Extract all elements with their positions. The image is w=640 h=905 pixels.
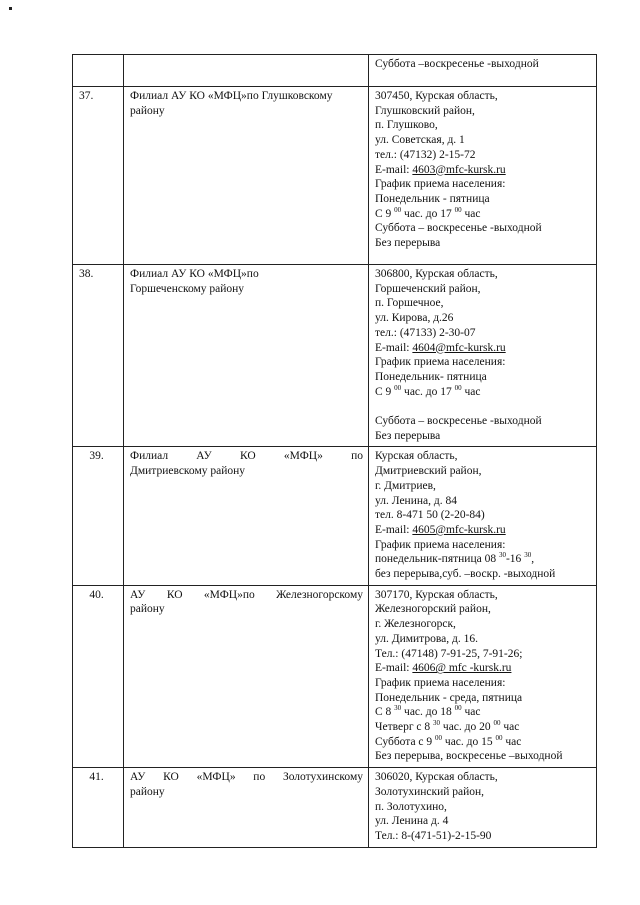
schedule-text: час. до 20 [440,721,494,734]
contact-line [375,770,591,785]
email-link[interactable]: 4606@ mfc -kursk.ru [412,662,512,675]
contact-line [375,282,591,297]
contact-line [375,691,591,706]
contact-line [375,355,591,370]
contact-text: Без перерыва [375,237,441,250]
schedule-text: Суббота с 9 [375,735,436,748]
contact-text: 306800, Курская область, [375,268,498,280]
contact-text: Дмитриевский район, [375,465,482,478]
row-number: 38. [73,265,124,447]
branch-name-line: району [130,785,165,798]
contact-line [375,588,591,603]
schedule-text: час [500,721,520,734]
time-minutes: 30 [394,704,402,713]
email-link[interactable]: 4604@mfc-kursk.ru [412,341,506,354]
contact-line [375,429,591,444]
schedule-text: С 8 [375,706,395,719]
contact-text: Глушковский район, [375,104,475,117]
contact-text: Золотухинский район, [375,785,485,798]
branch-name [124,768,369,848]
time-minutes: 00 [394,205,402,214]
schedule-text: С 9 [375,207,395,220]
contact-text: E-mail: [375,523,413,536]
row-number: 37. [73,87,124,265]
contact-line [375,177,591,192]
schedule-text: час. до 17 [401,385,455,398]
schedule-line [375,735,591,750]
contact-text: п. Глушково, [375,119,438,132]
email-line [375,341,591,356]
contact-line [375,236,591,251]
contact-line [375,676,591,691]
contact-text: Без перерыва [375,429,441,442]
contact-line [375,829,591,844]
contact-line [375,800,591,815]
schedule-text: , [531,553,535,566]
contact-text: E-mail: [375,163,413,176]
branch-name-cell [124,55,369,87]
schedule-text: час. до 18 [401,706,455,719]
schedule-text: час [461,385,481,398]
table-row [73,265,597,447]
branch-name [124,87,369,265]
contact-text: п. Золотухино, [375,800,447,813]
branch-name-line: АУ КО «МФЦ» по Золотухинскому [130,771,363,784]
contact-text: г. Железногорск, [375,618,456,631]
branch-contacts [369,447,597,585]
contact-text: тел.: (47133) 2-30-07 [375,326,476,339]
branch-contacts [369,768,597,848]
contact-text: Тел.: 8-(471-51)-2-15-90 [375,830,492,842]
contact-text: Понедельник- пятница [375,370,487,383]
schedule-line [375,207,591,222]
contact-line [375,104,591,119]
table-row [73,585,597,767]
contact-text: г. Дмитриев, [375,479,436,492]
contact-text: График приема населения: [375,356,506,369]
contact-text: Курская область, [375,450,458,463]
time-minutes: 00 [394,383,402,392]
table-row [73,768,597,848]
branch-name-line: Филиал АУ КО «МФЦ»по Глушковскому [130,90,333,102]
contact-line [375,89,591,104]
contact-line [375,479,591,494]
contact-text: Горшеченский район, [375,282,481,295]
contact-line [375,148,591,163]
mfc-branches-table [72,54,597,848]
contact-line [375,326,591,341]
contact-line [375,538,591,553]
contact-line [375,647,591,662]
row-number: 41. [73,768,124,848]
contact-text: Суббота – воскресенье -выходной [375,222,542,235]
schedule-text: час. до 15 [442,735,496,748]
number-cell [73,55,124,87]
branch-name-line: району [130,104,165,117]
contact-text: E-mail: [375,341,413,354]
contact-line [375,749,591,764]
contact-text: п. Горшечное, [375,297,444,310]
contact-text: График приема населения: [375,676,506,689]
contact-text: Суббота – воскресенье -выходной [375,415,542,428]
schedule-text: час. до 17 [401,207,455,220]
schedule-line [375,385,591,400]
branch-name [124,265,369,447]
table-row [73,55,597,87]
branch-name [124,447,369,585]
contact-line [375,296,591,311]
blank-line [375,399,591,414]
contact-line [375,449,591,464]
table-row [73,447,597,585]
schedule-line [375,720,591,735]
contact-line [375,617,591,632]
branch-contacts [369,87,597,265]
branch-name [124,585,369,767]
schedule-text: -16 [505,553,525,566]
contact-text: 306020, Курская область, [375,771,498,784]
time-minutes: 30 [433,719,441,728]
contact-line [375,494,591,509]
contact-text: тел.: (47132) 2-15-72 [375,148,476,161]
contact-text: ул. Советская, д. 1 [375,134,465,147]
time-minutes: 00 [493,719,501,728]
email-link[interactable]: 4605@mfc-kursk.ru [412,523,506,536]
scan-mark [9,7,12,10]
contact-text: График приема населения: [375,538,506,551]
contact-line [375,118,591,133]
contact-text: Понедельник - пятница [375,192,490,205]
email-line [375,661,591,676]
row-number: 40. [73,585,124,767]
schedule-text: Четверг с 8 [375,721,434,734]
contact-line [375,133,591,148]
contact-line [375,221,591,236]
contact-line [375,414,591,429]
time-minutes: 00 [454,205,462,214]
branch-contacts [369,585,597,767]
contact-text: ул. Кирова, д.26 [375,312,454,325]
schedule-text: час [461,207,481,220]
branch-contacts [369,265,597,447]
branch-name-line: Филиал АУ КО «МФЦ» по [130,450,363,463]
contact-text: 307450, Курская область, [375,90,498,102]
email-line [375,523,591,538]
contact-line [375,508,591,523]
branch-name-line: Горшеченскому району [130,282,245,295]
contact-text: тел. 8-471 50 (2-20-84) [375,509,485,522]
email-line [375,163,591,178]
row-number: 39. [73,447,124,585]
schedule-line: Суббота –воскресенье -выходной [375,58,539,70]
time-minutes: 30 [498,551,506,560]
time-minutes: 00 [495,733,503,742]
branch-name-line: району [130,603,165,616]
contact-text: Тел.: (47148) 7-91-25, 7-91-26; [375,647,523,660]
schedule-text: С 9 [375,385,395,398]
contact-line [375,464,591,479]
contact-cell [369,55,597,87]
schedule-text: понедельник-пятница 08 [375,553,499,566]
contact-text: E-mail: [375,662,413,675]
contact-line [375,602,591,617]
branch-name-line: Филиал АУ КО «МФЦ»по [130,268,259,280]
contact-line [375,267,591,282]
table-row [73,87,597,265]
schedule-text: час [461,706,481,719]
contact-text: Железногорский район, [375,603,491,616]
contact-line [375,567,591,582]
contact-line [375,311,591,326]
contact-text: ул. Ленина д. 4 [375,815,449,828]
contact-line [375,192,591,207]
time-minutes: 30 [524,551,532,560]
contact-text: Без перерыва, воскресенье –выходной [375,750,563,763]
contact-text: без перерыва,суб. –воскр. -выходной [375,568,556,581]
schedule-line [375,552,591,567]
contact-text: ул. Димитрова, д. 16. [375,632,478,645]
contact-text: График приема населения: [375,178,506,191]
time-minutes: 00 [454,704,462,713]
contact-text: ул. Ленина, д. 84 [375,494,457,507]
schedule-line [375,705,591,720]
branch-name-line: АУ КО «МФЦ»по Железногорскому [130,588,363,601]
email-link[interactable]: 4603@mfc-kursk.ru [412,163,506,176]
contact-line [375,370,591,385]
branch-name-line: Дмитриевскому району [130,465,246,478]
time-minutes: 00 [435,733,443,742]
contact-line [375,785,591,800]
contact-text: Понедельник - среда, пятница [375,691,523,704]
schedule-text: час [502,735,522,748]
contact-line [375,814,591,829]
time-minutes: 00 [454,383,462,392]
contact-line [375,632,591,647]
contact-text: 307170, Курская область, [375,588,498,601]
